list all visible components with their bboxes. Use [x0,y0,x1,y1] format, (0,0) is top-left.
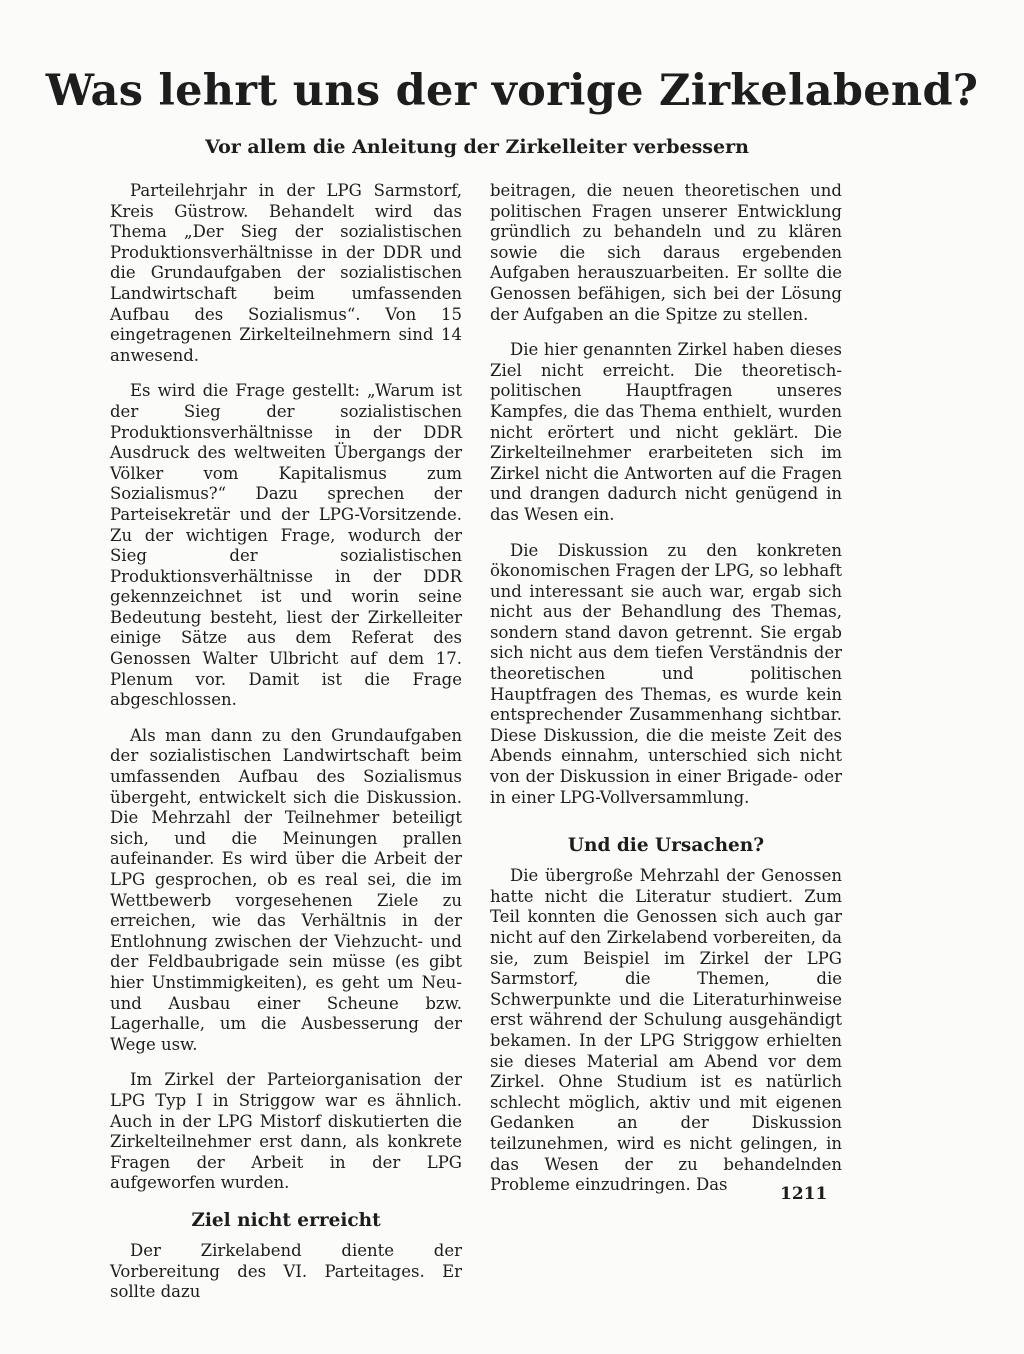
left-column [110,181,462,1318]
paragraph: Die Diskussion zu den konkreten ökonomischen Fragen der LPG, so lebhaft und interessant sie auch war, ergab sich nicht aus der Behandlung des Themas, sondern stand davon getrennt. Sie ergab sich nicht aus dem tiefen Verständnis der theoretischen und politischen Hauptfragen des Themas, es wurde kein entsprechender Zusammenhang sichtbar. Diese Diskussion, die die meiste Zeit des Abends einnahm, unterschied sich nicht von der Diskussion in einer Brigade- oder in einer LPG-Vollversammlung. [490,540,842,807]
article-subtitle: Vor allem die Anleitung der Zirkelleiter verbessern [205,136,749,158]
paragraph: Der Zirkelabend diente der Vorbereitung des VI. Parteitages. Er sollte dazu [110,1240,462,1302]
paragraph: Die übergroße Mehrzahl der Genossen hatte nicht die Literatur studiert. Zum Teil konnten die Genossen sich auch gar nicht auf den Zirkelabend vorbereiten, da sie, zum Beispiel im Zirkel der LPG Sarmstorf, die Themen, die Schwerpunkte und die Literaturhinweise erst während der Schulung ausgehändigt bekamen. In der LPG Striggow erhielten sie dieses Material am Abend vor dem Zirkel. Ohne Studium ist es natürlich schlecht möglich, aktiv und mit eigenen Gedanken an der Diskussion teilzunehmen, wird es nicht gelingen, in das Wesen der zu behandelnden Probleme einzudringen. Das [490,866,842,1195]
paragraph: Im Zirkel der Parteiorganisation der LPG Typ I in Striggow war es ähnlich. Auch in der LPG Mistorf diskutierten die Zirkelteilnehmer erst dann, als konkrete Fragen der Arbeit in der LPG aufgeworfen wurden. [110,1070,462,1193]
section-heading-ziel: Ziel nicht erreicht [191,1209,381,1231]
article-title: Was lehrt uns der vorige Zirkelabend? [45,66,979,116]
paragraph: Es wird die Frage gestellt: „Warum ist der Sieg der sozialistischen Produktionsverhältnisse in der DDR Ausdruck des weltweiten Übergangs der Völker vom Kapitalismus zum Sozialismus?“ Dazu sprechen der Parteisekretär und der LPG-Vorsitzende. Zu der wichtigen Frage, wodurch der Sieg der sozialistischen Produktionsverhältnisse in der DDR gekennzeichnet ist und worin seine Bedeutung besteht, liest der Zirkelleiter einige Sätze aus dem Referat des Genossen Walter Ulbricht auf dem 17. Plenum vor. Damit ist die Frage abgeschlossen. [110,381,462,710]
paragraph: Parteilehrjahr in der LPG Sarmstorf, Kreis Güstrow. Behandelt wird das Thema „Der Sieg der sozialistischen Produktionsverhältnisse in der DDR und die Grundaufgaben der sozialistischen Landwirtschaft beim umfassenden Aufbau des Sozialismus“. Von 15 eingetragenen Zirkelteilnehmern sind 14 anwesend. [110,181,462,365]
paragraph: Die hier genannten Zirkel haben dieses Ziel nicht erreicht. Die theoretisch-politischen Hauptfragen unseres Kampfes, die das Thema enthielt, wurden nicht erörtert und nicht geklärt. Die Zirkelteilnehmer erarbeiteten sich im Zirkel nicht die Antworten auf die Fragen und drangen dadurch nicht genügend in das Wesen ein. [490,340,842,524]
page-number: 1211 [780,1184,828,1204]
paragraph: Als man dann zu den Grundaufgaben der sozialistischen Landwirtschaft beim umfassenden Aufbau des Sozialismus übergeht, entwickelt sich die Diskussion. Die Mehrzahl der Teilnehmer beteiligt sich, und die Meinungen prallen aufeinander. Es wird über die Arbeit der LPG gesprochen, ob es real sei, die im Wettbewerb vorgesehenen Ziele zu erreichen, wie das Verhältnis in der Entlohnung zwischen der Viehzucht- und der Feldbaubrigade sein müsse (es gibt hier Unstimmigkeiten), es geht um Neu- und Ausbau einer Scheune bzw. Lagerhalle, um die Ausbesserung der Wege usw. [110,725,462,1054]
section-heading-ursachen: Und die Ursachen? [567,835,765,857]
right-column [490,181,842,1211]
paragraph: beitragen, die neuen theoretischen und politischen Fragen unserer Entwicklung gründlich zu behandeln und zu klären sowie die sich daraus ergebenden Aufgaben herauszuarbeiten. Er sollte die Genossen befähigen, sich bei der Lösung der Aufgaben an die Spitze zu stellen. [490,181,842,324]
